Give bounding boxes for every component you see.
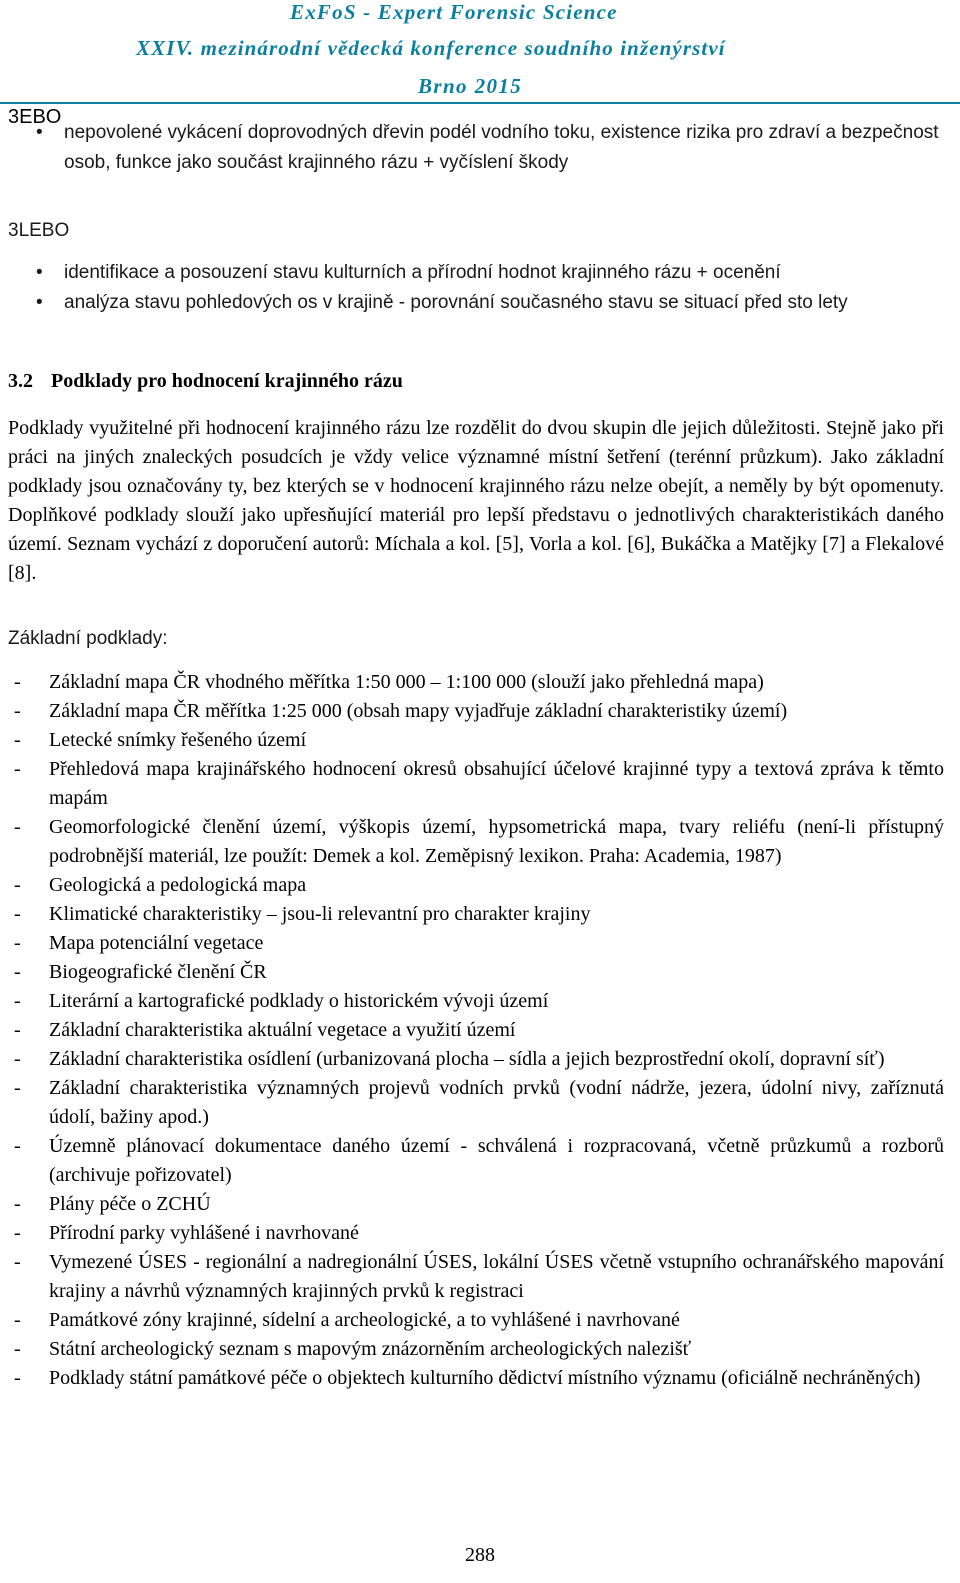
page-header <box>0 0 960 108</box>
list-item: - Mapa potenciální vegetace <box>8 929 944 958</box>
section-title: Podklady pro hodnocení krajinného rázu <box>51 370 403 392</box>
list-item: - Klimatické charakteristiky – jsou-li relevantní pro charakter krajiny <box>8 900 944 929</box>
list-item: - Základní mapa ČR měřítka 1:25 000 (obsah mapy vyjadřuje základní charakteristiky území) <box>8 697 944 726</box>
basic-materials-list <box>8 668 944 1393</box>
section-paragraph: Podklady využitelné při hodnocení krajinného rázu lze rozdělit do dvou skupin dle jejich důležitosti. Stejně jako při práci na jiných znaleckých posudcích je vždy velice významné místní šetření (terénní průzkum). Jako základní podklady jsou označovány ty, bez kterých se v hodnocení krajinného rázu nelze obejít, a neměly by být opomenuty. Doplňkové podklady slouží jako upřesňující materiál pro lepší představu o jednotlivých charakteristikách daného území. Seznam vychází z doporučení autorů: Míchala a kol. [5], Vorla a kol. [6], Bukáčka a Matějky [7] a Flekalové [8]. <box>8 417 944 584</box>
code-3lebo: 3LEBO <box>8 220 70 241</box>
list-item: - Územně plánovací dokumentace daného území - schválená i rozpracovaná, včetně průzkumů a rozborů (archivuje pořizovatel) <box>8 1132 944 1190</box>
header-conference-title: XXIV. mezinárodní vědecká konference soudního inženýrství <box>136 36 726 60</box>
bullet-list-3ebo <box>8 118 953 178</box>
page-number <box>0 1544 960 1567</box>
header-journal-title: ExFoS - Expert Forensic Science <box>290 0 618 24</box>
list-item: - Základní charakteristika významných projevů vodních prvků (vodní nádrže, jezera, údolní nivy, zaříznutá údolí, bažiny apod.) <box>8 1074 944 1132</box>
section-heading <box>8 370 403 393</box>
list-item: - Letecké snímky řešeného území <box>8 726 944 755</box>
bullet-list-3lebo <box>8 258 953 318</box>
page-number-text: 288 <box>465 1544 495 1566</box>
list-item: - Státní archeologický seznam s mapovým znázorněním archeologických nalezišť <box>8 1335 944 1364</box>
bullet-item: • analýza stavu pohledových os v krajině - porovnání současného stavu se situací před sto lety <box>8 288 953 318</box>
list-item: - Základní mapa ČR vhodného měřítka 1:50 000 – 1:100 000 (slouží jako přehledná mapa) <box>8 668 944 697</box>
section-number: 3.2 <box>8 370 33 392</box>
list-item: - Literární a kartografické podklady o historickém vývoji území <box>8 987 944 1016</box>
list-item: - Biogeografické členění ČR <box>8 958 944 987</box>
list-item: - Plány péče o ZCHÚ <box>8 1190 944 1219</box>
list-item: - Přehledová mapa krajinářského hodnocení okresů obsahující účelové krajinné typy a textová zpráva k těmto mapám <box>8 755 944 813</box>
header-rule <box>0 102 960 104</box>
header-location-year: Brno 2015 <box>418 74 523 98</box>
list-item: - Geologická a pedologická mapa <box>8 871 944 900</box>
list-item: - Geomorfologické členění území, výškopis území, hypsometrická mapa, tvary reliéfu (není-li přístupný podrobnější materiál, lze použít: Demek a kol. Zeměpisný lexikon. Praha: Academia, 1987) <box>8 813 944 871</box>
code-3ebo: 3EBO <box>8 106 62 128</box>
list-item: - Podklady státní památkové péče o objektech kulturního dědictví místního významu (oficiálně nechráněných) <box>8 1364 944 1393</box>
list-item: - Základní charakteristika osídlení (urbanizovaná plocha – sídla a jejich bezprostřední okolí, dopravní síť) <box>8 1045 944 1074</box>
list-item: - Základní charakteristika aktuální vegetace a využití území <box>8 1016 944 1045</box>
basic-materials-heading: Základní podklady: <box>8 628 168 649</box>
bullet-item: • identifikace a posouzení stavu kulturních a přírodní hodnot krajinného rázu + ocenění <box>8 258 953 288</box>
list-item: - Památkové zóny krajinné, sídelní a archeologické, a to vyhlášené i navrhované <box>8 1306 944 1335</box>
bullet-item: • nepovolené vykácení doprovodných dřevin podél vodního toku, existence rizika pro zdraví a bezpečnost osob, funkce jako součást krajinného rázu + vyčíslení škody <box>8 118 953 178</box>
list-item: - Vymezené ÚSES - regionální a nadregionální ÚSES, lokální ÚSES včetně vstupního ochranářského mapování krajiny a návrhů významných krajinných prvků k registraci <box>8 1248 944 1306</box>
list-item: - Přírodní parky vyhlášené i navrhované <box>8 1219 944 1248</box>
